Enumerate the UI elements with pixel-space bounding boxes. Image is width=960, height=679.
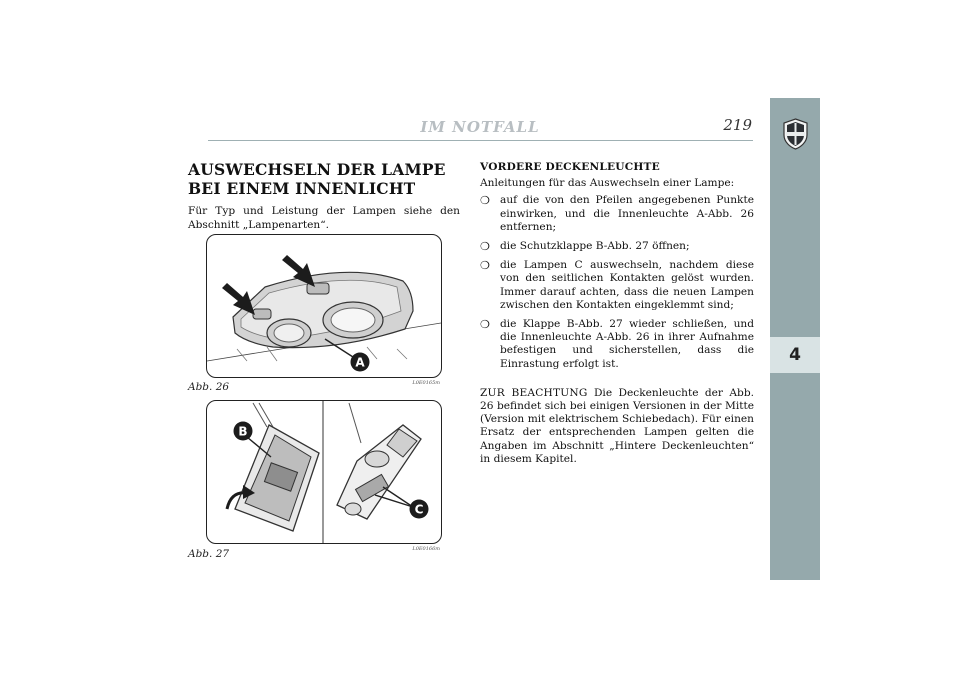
lancia-shield-icon [782, 118, 809, 150]
list-item [480, 259, 754, 312]
section-title-line-1: AUSWECHSELN DER LAMPE [188, 160, 446, 179]
list-item-text: die Lampen C auswechseln, nachdem diese von den seitlichen Kontakten gelöst wurden. Immer darauf achten, dass die neuen Lampen zwischen den Kontakten eingeklemmt sind; [500, 259, 754, 311]
figure-26-caption: Abb. 26 [188, 381, 230, 393]
callout-b: B [238, 424, 248, 439]
figure-26-code: L0E0165m [412, 380, 440, 386]
chapter-side-tab [770, 98, 820, 580]
note-label: ZUR BEACHTUNG [480, 386, 588, 399]
bullet-circle-icon: ❍ [480, 318, 490, 332]
running-header-title: IM NOTFALL [420, 118, 540, 136]
note-paragraph [480, 387, 754, 466]
figure-27-code: L0E0166m [412, 546, 440, 552]
list-item-text: auf die von den Pfeilen angegebenen Punkte einwirken, und die Innenleuchte A-Abb. 26 entfernen; [500, 194, 754, 233]
list-item [480, 318, 754, 371]
list-item [480, 194, 754, 234]
chapter-number: 4 [789, 345, 801, 365]
list-item [480, 240, 754, 253]
intro-paragraph: Für Typ und Leistung der Lampen siehe den Abschnitt „Lampenarten“. [188, 205, 460, 231]
bullet-circle-icon: ❍ [480, 259, 490, 273]
list-item-text: die Schutzklappe B-Abb. 27 öffnen; [500, 240, 690, 253]
right-column [480, 161, 754, 466]
figure-27-caption: Abb. 27 [188, 548, 230, 560]
section-title-line-2: BEI EINEM INNENLICHT [188, 179, 416, 198]
instruction-list [480, 194, 754, 370]
header-rule [208, 140, 753, 141]
subsection-heading: VORDERE DECKENLEUCHTE [480, 161, 660, 173]
callout-a: A [355, 355, 365, 370]
chapter-box[interactable] [770, 337, 820, 373]
bullet-circle-icon: ❍ [480, 194, 490, 208]
note-text: Die Deckenleuchte der Abb. 26 befindet sich bei einigen Versionen in der Mitte (Version mit elektrischem Schiebedach). Für einen Ersatz der entsprechenden Lampen gelten die Angaben im Abschnitt „Hintere Deckenleuchten“ in diesem Kapitel. [480, 386, 754, 465]
figure-26-illustration [206, 234, 442, 378]
instructions-lead: Anleitungen für das Auswechseln einer Lampe: [480, 177, 735, 190]
figure-27-illustration [206, 400, 442, 544]
callout-c: C [414, 502, 424, 517]
list-item-text: die Klappe B-Abb. 27 wieder schließen, und die Innenleuchte A-Abb. 26 in ihrer Aufnahme befestigen und sicherstellen, dass die Einrastung erfolgt ist. [500, 318, 754, 370]
section-title [188, 160, 446, 198]
page-number: 219 [723, 116, 752, 134]
bullet-circle-icon: ❍ [480, 240, 490, 254]
